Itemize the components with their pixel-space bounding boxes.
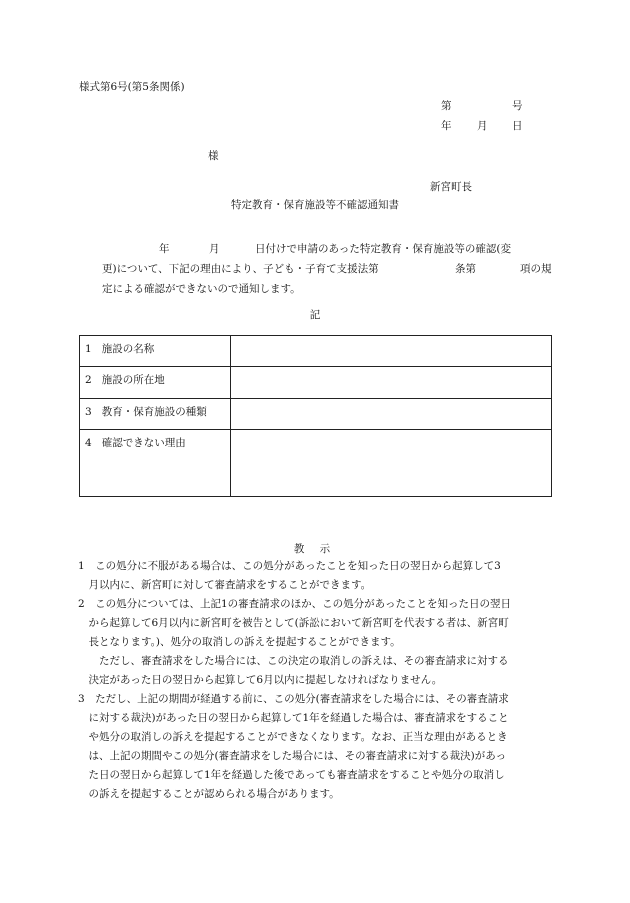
table-label-cell [80,336,231,367]
date-month-label: 月 [477,120,488,132]
table-row [80,367,552,399]
row-number: 4 [85,437,92,449]
row-number: 1 [85,343,92,355]
doc-number-go: 号 [512,100,523,112]
addressee-suffix: 様 [208,150,219,162]
table-row [80,336,552,367]
body-year-label: 年 [159,243,170,255]
notice-body [87,242,552,302]
kyoji-line: 3 ただし、上記の期間が経過する前に、この処分(審査請求をした場合には、その審査請求 [78,693,509,705]
table-value-cell [231,367,552,399]
kyoji-line: 2 この処分については、上記1の審査請求のほか、この処分があったことを知った日の翌日 [78,598,512,610]
kyoji-line: 決定があった日の翌日から起算して6月以内に提起しなければなりません。 [78,674,443,686]
row-number: 2 [85,374,92,386]
body-line-3-text: 定による確認ができないので通知します。 [102,283,301,295]
kyoji-line: 1 この処分に不服がある場合は、この処分があったことを知った日の翌日から起算して3 [78,560,501,572]
table-value-cell [231,430,552,497]
kyoji-heading: 教 示 [293,543,337,555]
details-table [79,335,552,497]
kyoji-line: 長となります。)、処分の取消しの訴えを提起することができます。 [78,636,401,648]
kyoji-line: 月以内に、新宮町に対して審査請求をすることができます。 [78,579,372,591]
table-label-cell [80,430,231,497]
table-row [80,399,552,430]
date-day-label: 日 [512,120,523,132]
body-line-2-head: 更)について、下記の理由により、子ども・子育て支援法第 [102,263,379,275]
body-clause-label: 項の規 [520,263,552,275]
table-label-cell [80,399,231,430]
table-value-cell [231,399,552,430]
ki-heading: 記 [309,309,321,321]
row-label: 施設の名称 [101,343,155,355]
row-number: 3 [85,406,92,418]
table-row [80,430,552,497]
kyoji-line: から起算して6月以内に新宮町を被告として(訴訟において新宮町を代表する者は、新宮町 [78,617,509,629]
kyoji-text [78,559,556,806]
document-title: 特定教育・保育施設等不確認通知書 [231,199,399,211]
sender-name: 新宮町長 [430,181,472,193]
kyoji-line: の訴えを提起することが認められる場合があります。 [78,788,340,800]
table-value-cell [231,336,552,367]
row-label: 施設の所在地 [101,374,165,386]
body-line-1-text: 日付けで申請のあった特定教育・保育施設等の確認(変 [255,243,511,255]
body-month-label: 月 [209,243,220,255]
kyoji-line: や処分の取消しの訴えを提起することができなくなります。なお、正当な理由があるとき [78,731,508,743]
kyoji-line: た日の翌日から起算して1年を経過した後であっても審査請求をすることや処分の取消し [78,769,505,781]
doc-number-dai: 第 [441,100,452,112]
kyoji-line: に対する裁決)があった日の翌日から起算して1年を経過した場合は、審査請求をすること [78,712,509,724]
row-label: 教育・保育施設の種類 [101,406,207,418]
body-line-2 [87,262,552,282]
kyoji-line: は、上記の期間やこの処分(審査請求をした場合には、その審査請求に対する裁決)があっ [78,750,507,762]
kyoji-line: ただし、審査請求をした場合には、この決定の取消しの訴えは、その審査請求に対する [78,655,509,667]
row-label: 確認できない理由 [101,437,186,449]
body-line-1 [87,242,552,262]
table-label-cell [80,367,231,399]
body-line-3 [87,282,552,302]
body-article-label: 条第 [455,263,476,275]
date-year-label: 年 [441,120,452,132]
form-number: 様式第6号(第5条関係) [79,81,185,93]
